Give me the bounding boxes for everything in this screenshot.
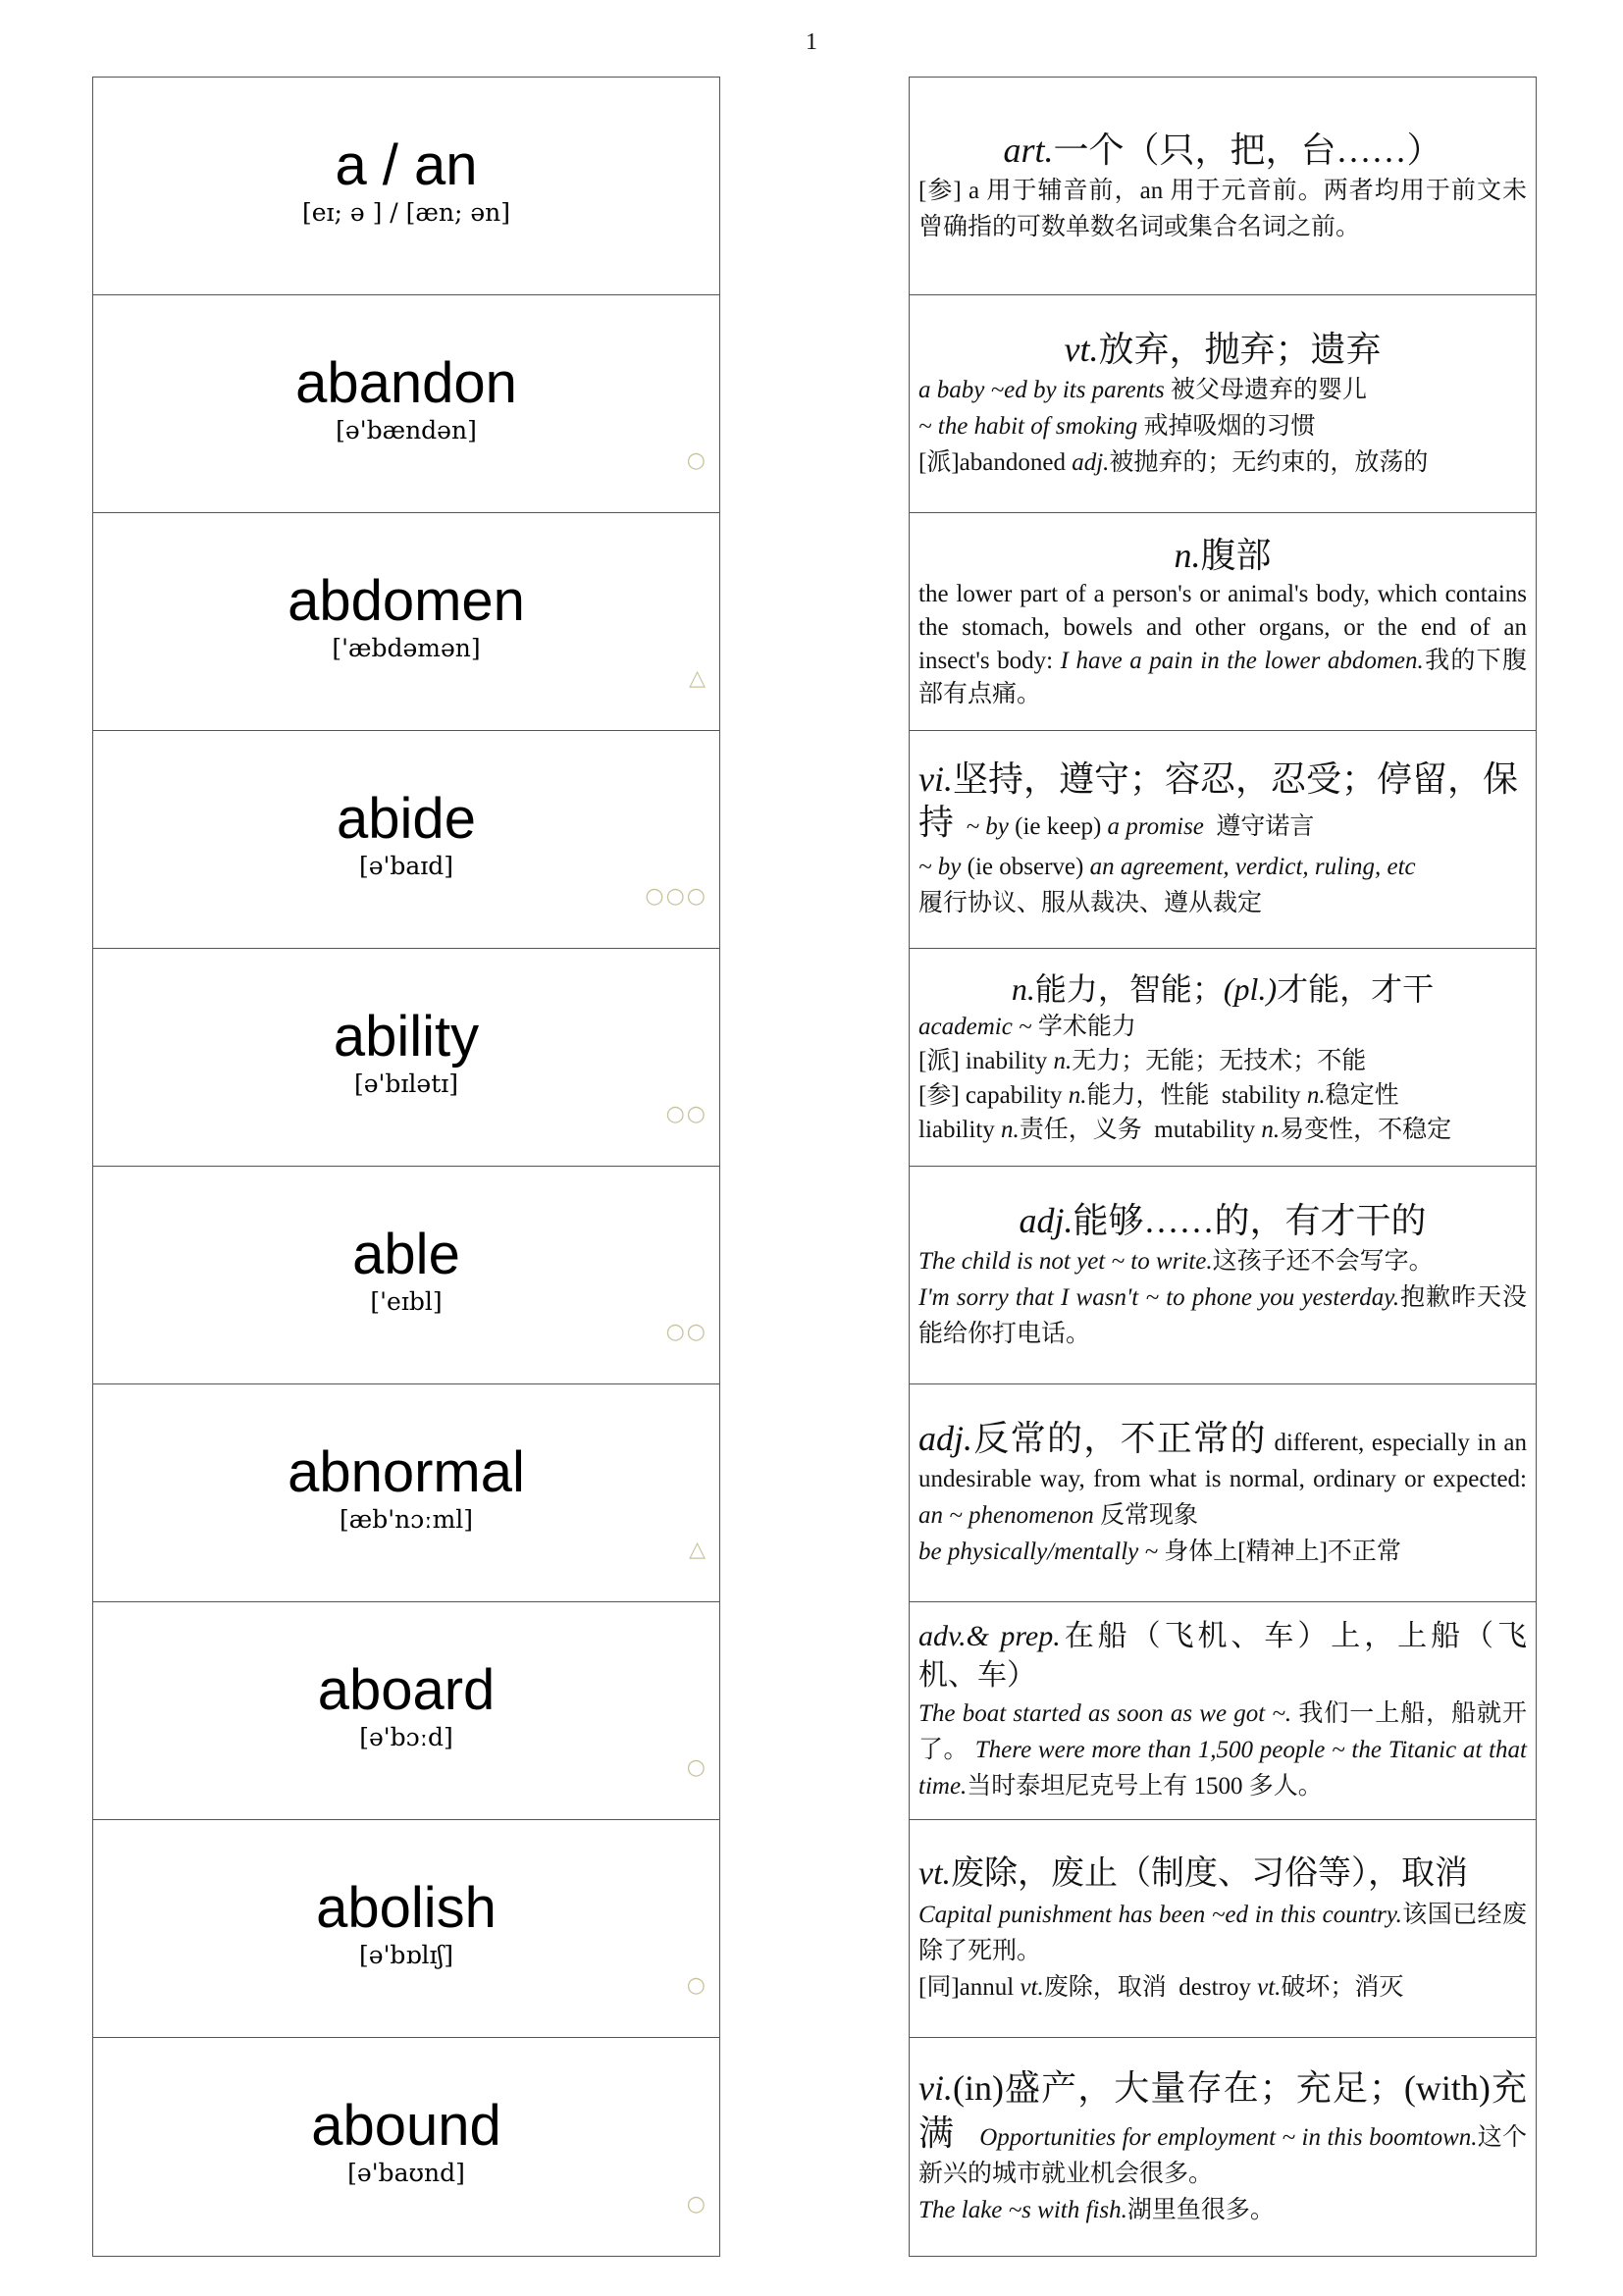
- headword: abdomen: [288, 569, 525, 633]
- headword: abound: [311, 2094, 501, 2158]
- reference-line: [918, 1113, 1527, 1147]
- derivative-word: [派] inability: [918, 1047, 1048, 1074]
- definition-card: [910, 1602, 1536, 1820]
- derivative-meaning: 无力；无能；无技术；不能: [1072, 1047, 1367, 1074]
- phonetic: [æb'nɔːml]: [339, 1505, 474, 1534]
- reference-word: stability: [1222, 1081, 1301, 1109]
- example-en: a promise: [1107, 813, 1204, 840]
- meaning: (in)盛产，大量存在；充足；(with)充满: [918, 2068, 1527, 2153]
- word-card: [93, 1384, 719, 1602]
- example-line: [918, 408, 1527, 444]
- reference-line: [918, 1078, 1527, 1113]
- derivative-meaning: 被抛弃的；无约束的，放荡的: [1109, 449, 1429, 476]
- example-en: The child is not yet ~ to write.: [918, 1248, 1213, 1275]
- example-zh: 这孩子还不会写字。: [1212, 1248, 1434, 1275]
- meaning: 能够……的，有才干的: [1073, 1201, 1427, 1240]
- meaning: 废除，废止（制度、习俗等），取消: [951, 1855, 1469, 1892]
- headword: abnormal: [288, 1440, 525, 1504]
- part-of-speech: n.: [1068, 1081, 1087, 1109]
- example-zh: 遵守诺言: [1216, 813, 1315, 840]
- example-line: [918, 1534, 1527, 1570]
- example-line: [918, 1696, 1527, 1804]
- example-line: [918, 1897, 1527, 1969]
- example-en: Opportunities for employment ~ in this boomtown.: [979, 2124, 1478, 2151]
- word-card: [93, 1167, 719, 1384]
- example-en: an agreement, verdict, ruling, etc: [1089, 854, 1416, 880]
- definition-heading: [918, 757, 1527, 849]
- definition-heading: [918, 1198, 1527, 1243]
- reference-meaning: 责任，义务: [1019, 1116, 1142, 1143]
- derivative-line: [918, 1044, 1527, 1078]
- definition-body: [918, 1416, 1527, 1534]
- part-of-speech: vt.: [1064, 330, 1099, 369]
- example-en: a baby ~ed by its parents: [918, 377, 1165, 403]
- synonym-line: [918, 1969, 1527, 2006]
- example-zh: 戒掉吸烟的习惯: [1143, 413, 1316, 440]
- page-number: 1: [806, 29, 817, 55]
- example-en: I have a pain in the lower abdomen.: [1060, 647, 1424, 674]
- example-line: [918, 2192, 1527, 2228]
- definition-heading: [918, 327, 1527, 372]
- example-zh: 身体上[精神上]不正常: [1164, 1539, 1401, 1565]
- word-card: [93, 949, 719, 1167]
- example-en: academic ~: [918, 1013, 1032, 1040]
- definition-card: [910, 513, 1536, 731]
- example-en: an ~ phenomenon: [918, 1502, 1094, 1529]
- frequency-mark: ○○: [665, 1102, 707, 1126]
- word-card-column: [92, 77, 720, 2257]
- meaning: 在船（飞机、车）上，上船（飞机、车）: [918, 1620, 1527, 1692]
- part-of-speech: adj.: [918, 1419, 973, 1458]
- reference-word: mutability: [1154, 1116, 1256, 1143]
- meaning: 放弃，抛弃；遗弃: [1098, 330, 1382, 369]
- reference-meaning: 易变性，不稳定: [1280, 1116, 1452, 1143]
- example-zh: 该国已经废除了死刑。: [918, 1902, 1527, 1964]
- english-definition: different, especially in an undesirable way, from what is normal, ordinary or expected:: [918, 1430, 1528, 1492]
- headword: aboard: [317, 1658, 496, 1722]
- example-zh: 反常现象: [1100, 1502, 1199, 1529]
- phonetic: ['eɪbl]: [370, 1287, 443, 1316]
- part-of-speech: art.: [1003, 130, 1054, 170]
- part-of-speech: vi.: [918, 2068, 953, 2108]
- reference-word: [参] capability: [918, 1081, 1063, 1109]
- definition-heading: [918, 1617, 1527, 1696]
- definition-card: [910, 949, 1536, 1167]
- phonetic: [ə'bɪlətɪ]: [353, 1070, 458, 1098]
- definition-card: [910, 1820, 1536, 2038]
- frequency-mark: ○: [686, 1973, 707, 1998]
- example-en: ~ the habit of smoking: [918, 413, 1138, 440]
- phonetic: [ə'baɪd]: [358, 852, 454, 880]
- example-zh: 当时泰坦尼克号上有 1500 多人。: [967, 1773, 1323, 1800]
- example-zh: 被父母遗弃的婴儿: [1171, 377, 1368, 403]
- example-zh: 履行协议、服从裁决、遵从裁定: [918, 890, 1263, 916]
- phonetic: [eɪ; ə ] / [æn; ən]: [301, 198, 511, 227]
- headword: abolish: [316, 1876, 497, 1940]
- definition-card: [910, 1384, 1536, 1602]
- frequency-mark: ○: [686, 1755, 707, 1780]
- word-card: [93, 78, 719, 295]
- english-definition: the lower part of a person's or animal's body, which contains the stomach, bowels and other organs, or the end of an insect's body:: [918, 580, 1527, 674]
- example-zh: 我的下腹部有点痛。: [918, 647, 1527, 707]
- word-card: [93, 1602, 719, 1820]
- part-of-speech: adj.: [1019, 1201, 1073, 1240]
- example-zh: 湖里鱼很多。: [1126, 2197, 1275, 2223]
- meaning: 能力，智能；: [1034, 970, 1224, 1007]
- part-of-speech: vi.: [918, 759, 953, 799]
- derivative-word: [派]abandoned: [918, 449, 1066, 476]
- word-card: [93, 1820, 719, 2038]
- phonetic: [ə'bændən]: [336, 416, 477, 444]
- example-en: I'm sorry that I wasn't ~ to phone you yesterday.: [918, 1284, 1400, 1311]
- example-gloss: (ie keep): [1015, 813, 1102, 840]
- meaning: 腹部: [1200, 535, 1272, 575]
- part-of-speech: n.: [1306, 1081, 1326, 1109]
- word-card: [93, 295, 719, 513]
- example-en: Capital punishment has been ~ed in this country.: [918, 1902, 1402, 1928]
- definition-card: [910, 78, 1536, 295]
- part-of-speech: adv.& prep.: [918, 1620, 1061, 1652]
- definition-card: [910, 731, 1536, 949]
- synonym-word: [同]annul: [918, 1974, 1015, 2001]
- part-of-speech: vt.: [1020, 1974, 1044, 2001]
- example-en: ~ by: [918, 854, 962, 880]
- part-of-speech: n.: [1053, 1047, 1073, 1074]
- example-line: [918, 849, 1527, 885]
- definition-heading: [918, 128, 1527, 173]
- headword: able: [352, 1223, 460, 1286]
- synonym-word: destroy: [1178, 1974, 1251, 2001]
- definition-body: [918, 578, 1527, 711]
- word-card: [93, 2038, 719, 2256]
- definition-heading: [918, 533, 1527, 578]
- definition-card: [910, 1167, 1536, 1384]
- example-en: The lake ~s with fish.: [918, 2197, 1127, 2223]
- meaning: 坚持，遵守；容忍，忍受；停留，保持: [918, 759, 1518, 842]
- definition-heading: [918, 968, 1527, 1010]
- example-line: [918, 372, 1527, 408]
- headword: abide: [337, 787, 476, 851]
- headword: a / an: [335, 133, 478, 197]
- word-card: [93, 513, 719, 731]
- definition-card: [910, 295, 1536, 513]
- frequency-mark: △: [689, 666, 707, 691]
- reference-meaning: 稳定性: [1325, 1081, 1399, 1109]
- part-of-speech: adj.: [1072, 449, 1110, 476]
- example-en: There were more than 1,500 people ~ the Titanic at that time.: [918, 1737, 1528, 1800]
- part-of-speech: n.: [1174, 535, 1201, 575]
- frequency-mark: ○: [686, 448, 707, 473]
- part-of-speech: n.: [1011, 970, 1035, 1007]
- headword: ability: [333, 1005, 480, 1069]
- frequency-mark: △: [689, 1538, 707, 1562]
- example-line: [918, 1010, 1527, 1044]
- frequency-mark: ○○○: [645, 884, 707, 909]
- plural-marker: (pl.): [1223, 970, 1278, 1007]
- synonym-meaning: 破坏；消灭: [1281, 1974, 1404, 2001]
- meaning: 才能，才干: [1277, 970, 1435, 1007]
- part-of-speech: n.: [1001, 1116, 1020, 1143]
- synonym-meaning: 废除，取消: [1043, 1974, 1167, 2001]
- phonetic: [ə'bɒlɪʃ]: [359, 1941, 453, 1969]
- definition-note: [参] a 用于辅音前，an 用于元音前。两者均用于前文未曾确指的可数单数名词或集合名词之前。: [918, 177, 1527, 240]
- example-zh: 抱歉昨天没能给你打电话。: [918, 1284, 1527, 1347]
- example-en: The boat started as soon as we got ~.: [918, 1700, 1292, 1727]
- example-gloss: (ie observe): [967, 854, 1084, 880]
- reference-word: liability: [918, 1116, 995, 1143]
- example-zh: 学术能力: [1037, 1013, 1136, 1040]
- phonetic: [ə'bɔːd]: [359, 1723, 453, 1751]
- definition-card-column: [909, 77, 1537, 2257]
- example-zh: 我们一上船，船就开了。: [918, 1700, 1527, 1763]
- word-card: [93, 731, 719, 949]
- example-en: ~ by: [966, 813, 1009, 840]
- phonetic: ['æbdəmən]: [332, 634, 481, 662]
- headword: abandon: [295, 351, 517, 415]
- definition-heading: [918, 1852, 1527, 1897]
- frequency-mark: ○: [686, 2192, 707, 2217]
- part-of-speech: n.: [1261, 1116, 1281, 1143]
- example-line: [918, 1243, 1527, 1279]
- part-of-speech: vt.: [918, 1855, 952, 1892]
- reference-meaning: 能力，性能: [1086, 1081, 1210, 1109]
- meaning: 一个（只，把，台……）: [1053, 130, 1442, 170]
- phonetic: [ə'baʊnd]: [347, 2159, 465, 2187]
- derivative-line: [918, 444, 1527, 481]
- part-of-speech: vt.: [1257, 1974, 1282, 2001]
- frequency-mark: ○○: [665, 1320, 707, 1344]
- example-en: be physically/mentally ~: [918, 1539, 1159, 1565]
- definition-card: [910, 2038, 1536, 2256]
- example-zh: 这个新兴的城市就业机会很多。: [918, 2124, 1527, 2187]
- example-line: [918, 1279, 1527, 1352]
- meaning: 反常的，不正常的: [972, 1419, 1267, 1458]
- definition-body: [918, 2065, 1527, 2192]
